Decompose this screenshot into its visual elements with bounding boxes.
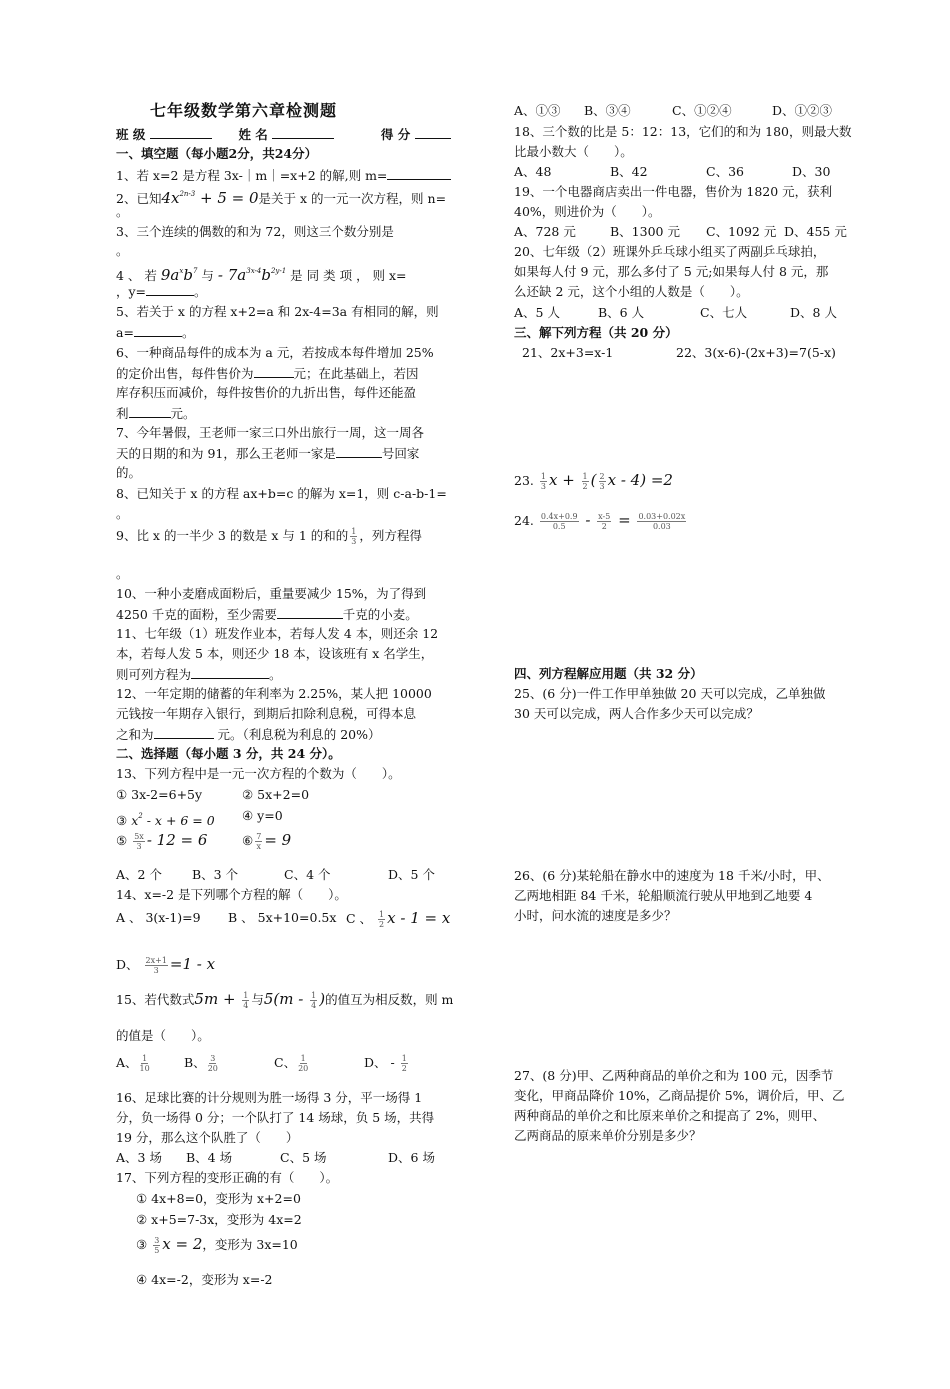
q18-choice-b[interactable]: B、42 [610, 164, 648, 179]
score-label: 得 分 [380, 127, 411, 142]
question-6: 6、一种商品每件的成本为 a 元，若按成本每件增加 25% [116, 345, 434, 360]
question-18-line2: 比最小数大（ ）。 [514, 144, 633, 159]
question-7: 7、今年暑假，王老师一家三口外出旅行一周，这一周各 [116, 425, 424, 440]
q13-option-5: ⑤ $\frac{5x}{3}$ - 12 = 6 [116, 831, 208, 851]
question-20-line2: 如果每人付 9 元，那么多付了 5 元;如果每人付 8 元，那 [514, 264, 829, 279]
q20-choice-b[interactable]: B、6 人 [598, 305, 645, 320]
question-12: 12、一年定期的储蓄的年利率为 2.25%，某人把 10000 [116, 686, 432, 701]
question-19-line2: 40%，则进价为（ ）。 [514, 204, 661, 219]
q19-choice-d[interactable]: D、455 元 [784, 224, 847, 239]
q17-choice-c[interactable]: C、①②④ [672, 103, 732, 118]
question-24: 24. $\frac{0.4x+0.9}{0.5}$ - $\frac{x-5}{2}$ = $\frac{0.03+0.02x}{0.03}$ [514, 511, 686, 531]
question-2-end: 。 [116, 204, 129, 219]
q20-choice-c[interactable]: C、七人 [700, 305, 748, 320]
question-10: 10、一种小麦磨成面粉后，重量要减少 15%，为了得到 [116, 586, 427, 601]
q13-option-3: ③ $x^2 - x + 6 = 0$ [116, 812, 215, 828]
question-3: 3、三个连续的偶数的和为 72，则这三个数分别是 [116, 224, 394, 239]
question-8: 8、已知关于 x 的方程 ax+b=c 的解为 x=1，则 c-a-b-1= [116, 486, 447, 501]
question-11: 11、七年级（1）班发作业本，若每人发 4 本，则还余 12 [116, 626, 439, 641]
question-18: 18、三个数的比是 5：12：13，它们的和为 180，则最大数 [514, 124, 852, 139]
q19-choice-c[interactable]: C、1092 元 [706, 224, 777, 239]
question-14: 14、x=-2 是下列哪个方程的解（ ）。 [116, 887, 347, 902]
question-15-line2: 的值是（ ）。 [116, 1028, 210, 1043]
question-6-line3: 库存积压而减价，每件按售价的九折出售，每件还能盈 [116, 385, 417, 400]
question-11-line3: 则可列方程为 。 [116, 667, 282, 682]
question-16: 16、足球比赛的计分规则为胜一场得 3 分，平一场得 1 [116, 1090, 423, 1105]
question-2: 2、已知$4x^{2n-3} + 5 = 0$是关于 x 的一元一次方程，则 n= [116, 189, 447, 207]
q19-choice-b[interactable]: B、1300 元 [610, 224, 680, 239]
q18-choice-c[interactable]: C、36 [706, 164, 744, 179]
q13-choice-a[interactable]: A、2 个 [116, 867, 162, 882]
section4-heading: 四、列方程解应用题（共 32 分） [514, 666, 703, 681]
q16-choice-c[interactable]: C、5 场 [280, 1150, 327, 1165]
name-label: 姓 名 [238, 127, 268, 142]
question-6-line4: 利 元。 [116, 406, 196, 421]
question-25: 25、(6 分)一件工作甲单独做 20 天可以完成，乙单独做 [514, 686, 826, 701]
section2-heading: 二、选择题（每小题 3 分，共 24 分）。 [116, 746, 341, 761]
q13-option-4: ④ y=0 [242, 808, 283, 823]
q15-choice-b[interactable]: B、 $\frac{3}{20}$ [184, 1054, 218, 1073]
q17-choice-a[interactable]: A、①③ [514, 103, 561, 118]
question-25-line2: 30 天可以完成，两人合作多少天可以完成？ [514, 706, 759, 721]
question-22: 22、3(x-6)-(2x+3)=7(5-x) [676, 345, 836, 360]
question-27-line3: 两种商品的单价之和比原来单价之和提高了 2%，则甲、 [514, 1108, 826, 1123]
page-title: 七年级数学第六章检测题 [150, 101, 338, 120]
question-9: 9、比 x 的一半少 3 的数是 x 与 1 的和的 $\frac{1}{3}$ ，列方程得 [116, 527, 422, 546]
q13-choice-b[interactable]: B、3 个 [192, 867, 239, 882]
q14-choice-c[interactable]: C 、 $\frac{1}{2}$ x - 1 = x [346, 909, 451, 929]
q13-option-2: ② 5x+2=0 [242, 787, 310, 802]
question-19: 19、一个电器商店卖出一件电器，售价为 1820 元，获利 [514, 184, 833, 199]
question-13: 13、下列方程中是一元一次方程的个数为（ ）。 [116, 766, 401, 781]
q13-option-6: ⑥ $\frac{7}{x}$ = 9 [242, 831, 292, 851]
question-26-line2: 乙两地相距 84 千米，轮船顺流行驶从甲地到乙地要 4 [514, 888, 813, 903]
question-7-line3: 的。 [116, 465, 142, 480]
q16-choice-b[interactable]: B、4 场 [186, 1150, 233, 1165]
q15-choice-a[interactable]: A、 $\frac{1}{10}$ [116, 1054, 150, 1073]
q14-choice-b[interactable]: B 、 5x+10=0.5x [228, 910, 337, 925]
question-12-line2: 元钱按一年期存入银行，到期后扣除利息税，可得本息 [116, 706, 417, 721]
q17-item-1: ① 4x+8=0，变形为 x+2=0 [136, 1191, 301, 1206]
q18-choice-a[interactable]: A、48 [514, 164, 552, 179]
question-9-end: 。 [116, 566, 129, 581]
question-5: 5、若关于 x 的方程 x+2=a 和 2x-4=3a 有相同的解，则 [116, 304, 439, 319]
question-6-line2: 的定价出售，每件售价为 元；在此基础上，若因 [116, 366, 419, 381]
question-26: 26、(6 分)某轮船在静水中的速度为 18 千米/小时，甲、 [514, 868, 830, 883]
question-21: 21、2x+3=x-1 [522, 345, 614, 360]
question-27-line2: 变化，甲商品降价 10%，乙商品提价 5%，调价后，甲、乙 [514, 1088, 845, 1103]
q15-choice-d[interactable]: D、 - $\frac{1}{2}$ [364, 1054, 407, 1073]
q16-choice-d[interactable]: D、6 场 [388, 1150, 435, 1165]
q13-choice-c[interactable]: C、4 个 [284, 867, 331, 882]
q13-option-1: ① 3x-2=6+5y [116, 787, 203, 802]
question-16-line2: 分，负一场得 0 分；一个队打了 14 场球，负 5 场，共得 [116, 1110, 435, 1125]
class-field[interactable] [150, 126, 212, 139]
question-5-line2: a= 。 [116, 325, 195, 340]
question-4-line2: ，y= 。 [116, 284, 207, 299]
question-3-end: 。 [116, 243, 129, 258]
class-label: 班 级 [116, 127, 146, 142]
question-8-end: 。 [116, 506, 129, 521]
q17-item-4: ④ 4x=-2，变形为 x=-2 [136, 1272, 273, 1287]
question-12-line3: 之和为 元。（利息税为利息的 20%） [116, 727, 381, 742]
q17-choice-d[interactable]: D、①②③ [772, 103, 833, 118]
q18-choice-d[interactable]: D、30 [792, 164, 831, 179]
question-4: 4 、 若 $9a^xb^7$ 与 - $7a^{3x-4}b^{2y-1}$ 是 同 类 项 ， 则 x= [116, 266, 407, 284]
question-27-line4: 乙两商品的原来单价分别是多少？ [514, 1128, 702, 1143]
question-26-line3: 小时，问水流的速度是多少？ [514, 908, 677, 923]
question-7-line2: 天的日期的和为 91，那么王老师一家是 号回家 [116, 446, 420, 461]
question-17: 17、下列方程的变形正确的有（ ）。 [116, 1170, 339, 1185]
question-20-line3: 么还缺 2 元，这个小组的人数是（ ）。 [514, 284, 749, 299]
q14-choice-d[interactable]: D、 $\frac{2x+1}{3}$ =1 - x [116, 955, 216, 975]
q16-choice-a[interactable]: A、3 场 [116, 1150, 162, 1165]
name-field[interactable] [272, 126, 334, 139]
q14-choice-a[interactable]: A 、 3(x-1)=9 [116, 910, 201, 925]
score-field[interactable] [415, 126, 451, 139]
question-15: 15、若代数式5m + $\frac{1}{4}$ 与5(m - $\frac{1}{4}$ )的值互为相反数，则 m [116, 990, 454, 1010]
section1-heading: 一、填空题（每小题2分，共24分） [116, 146, 318, 161]
question-11-line2: 本，若每人发 5 本，则还少 18 本，设该班有 x 名学生， [116, 646, 434, 661]
section3-heading: 三、解下列方程（共 20 分） [514, 325, 678, 340]
question-1: 1、若 x=2 是方程 3x-｜m｜=x+2 的解,则 m= [116, 167, 451, 184]
q17-choice-b[interactable]: B、③④ [584, 103, 631, 118]
q15-choice-c[interactable]: C、 $\frac{1}{20}$ [274, 1054, 309, 1073]
q19-choice-a[interactable]: A、728 元 [514, 224, 576, 239]
q17-item-3: ③ $\frac{3}{5}$ x = 2，变形为 3x=10 [136, 1235, 298, 1255]
header-fields [116, 126, 451, 143]
q13-choice-d[interactable]: D、5 个 [388, 867, 435, 882]
question-20: 20、七年级（2）班课外乒乓球小组买了两副乒乓球拍， [514, 244, 826, 259]
question-10-line2: 4250 千克的面粉，至少需要 千克的小麦。 [116, 607, 418, 622]
q20-choice-d[interactable]: D、8 人 [790, 305, 837, 320]
question-27: 27、(8 分)甲、乙两种商品的单价之和为 100 元，因季节 [514, 1068, 834, 1083]
q17-item-2: ② x+5=7-3x，变形为 4x=2 [136, 1212, 302, 1227]
q20-choice-a[interactable]: A、5 人 [514, 305, 560, 320]
question-23: 23. $\frac{1}{3}$ x + $\frac{1}{2}$ ( $\frac{2}{3}$ x - 4) =2 [514, 471, 673, 491]
question-16-line3: 19 分，那么这个队胜了（ ） [116, 1130, 299, 1145]
